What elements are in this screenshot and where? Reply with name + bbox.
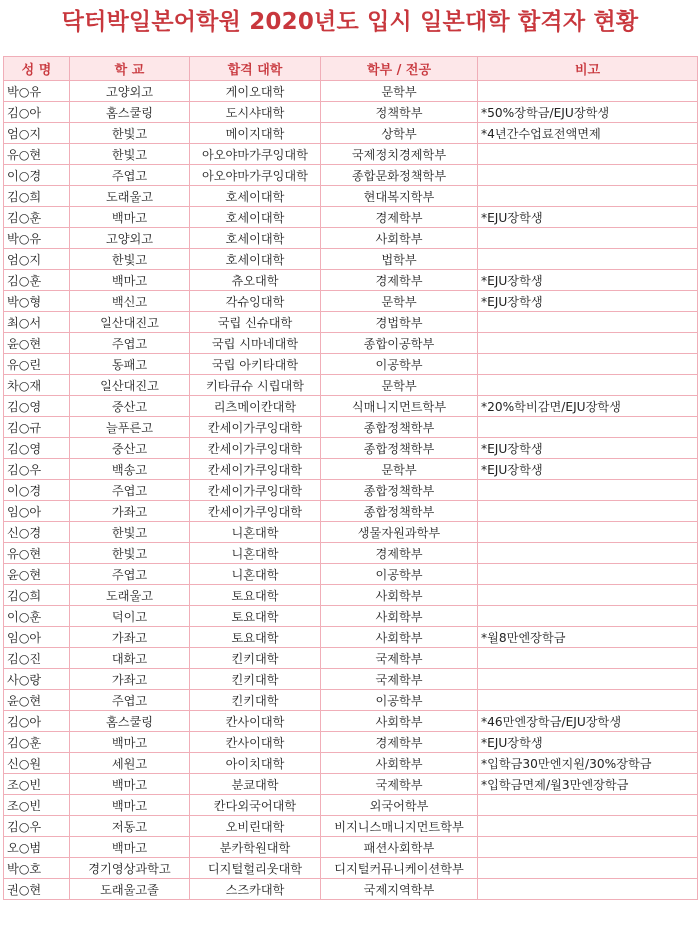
cell-university: 아이치대학 <box>190 753 321 774</box>
cell-student-name: 윤○현 <box>4 564 70 585</box>
cell-school: 경기영상과학고 <box>70 858 190 879</box>
header-name: 성 명 <box>4 57 70 81</box>
cell-note <box>478 249 698 270</box>
cell-student-name: 차○재 <box>4 375 70 396</box>
cell-university: 니혼대학 <box>190 522 321 543</box>
cell-student-name: 유○현 <box>4 543 70 564</box>
cell-school: 동패고 <box>70 354 190 375</box>
cell-note: *EJU장학생 <box>478 291 698 312</box>
cell-university: 키타큐슈 시립대학 <box>190 375 321 396</box>
cell-school: 도래울고 <box>70 186 190 207</box>
cell-department: 문학부 <box>321 375 478 396</box>
cell-note <box>478 312 698 333</box>
cell-university: 분카학원대학 <box>190 837 321 858</box>
cell-student-name: 윤○현 <box>4 690 70 711</box>
table-row <box>4 627 698 648</box>
cell-student-name: 조○빈 <box>4 774 70 795</box>
cell-note <box>478 228 698 249</box>
cell-note: *EJU장학생 <box>478 459 698 480</box>
cell-department: 종합정책학부 <box>321 480 478 501</box>
cell-department: 종합문화정책학부 <box>321 165 478 186</box>
cell-school: 세원고 <box>70 753 190 774</box>
cell-department: 패션사회학부 <box>321 837 478 858</box>
cell-student-name: 김○훈 <box>4 270 70 291</box>
cell-note <box>478 81 698 102</box>
cell-student-name: 엄○지 <box>4 123 70 144</box>
table-row <box>4 396 698 417</box>
page-title: 닥터박일본어학원 2020년도 입시 일본대학 합격자 현황 <box>61 9 639 35</box>
cell-school: 일산대진고 <box>70 312 190 333</box>
cell-school: 주엽고 <box>70 690 190 711</box>
table-row <box>4 312 698 333</box>
cell-university: 아오야마가쿠잉대학 <box>190 165 321 186</box>
table-row <box>4 711 698 732</box>
cell-student-name: 김○영 <box>4 396 70 417</box>
cell-department: 경제학부 <box>321 207 478 228</box>
table-row <box>4 102 698 123</box>
cell-school: 주엽고 <box>70 480 190 501</box>
cell-school: 한빛고 <box>70 123 190 144</box>
cell-university: 니혼대학 <box>190 564 321 585</box>
table-row <box>4 144 698 165</box>
cell-student-name: 김○희 <box>4 585 70 606</box>
cell-student-name: 사○랑 <box>4 669 70 690</box>
table-row <box>4 291 698 312</box>
table-row <box>4 564 698 585</box>
cell-department: 정책학부 <box>321 102 478 123</box>
cell-student-name: 이○훈 <box>4 606 70 627</box>
cell-school: 백마고 <box>70 207 190 228</box>
cell-department: 경제학부 <box>321 732 478 753</box>
table-row <box>4 774 698 795</box>
cell-note <box>478 837 698 858</box>
cell-note <box>478 585 698 606</box>
cell-department: 국제학부 <box>321 669 478 690</box>
cell-student-name: 박○호 <box>4 858 70 879</box>
cell-note <box>478 690 698 711</box>
header-school: 학 교 <box>70 57 190 81</box>
cell-university: 리츠메이칸대학 <box>190 396 321 417</box>
table-row <box>4 669 698 690</box>
cell-university: 츄오대학 <box>190 270 321 291</box>
cell-department: 상학부 <box>321 123 478 144</box>
cell-note <box>478 480 698 501</box>
cell-note: *EJU장학생 <box>478 732 698 753</box>
cell-university: 국립 시마네대학 <box>190 333 321 354</box>
cell-university: 킨키대학 <box>190 669 321 690</box>
cell-school: 중산고 <box>70 396 190 417</box>
cell-department: 국제학부 <box>321 648 478 669</box>
cell-department: 국제지역학부 <box>321 879 478 900</box>
cell-department: 종합정책학부 <box>321 417 478 438</box>
table-row <box>4 816 698 837</box>
cell-university: 도시샤대학 <box>190 102 321 123</box>
cell-note <box>478 144 698 165</box>
cell-department: 디지털커뮤니케이션학부 <box>321 858 478 879</box>
table-row <box>4 732 698 753</box>
cell-school: 일산대진고 <box>70 375 190 396</box>
cell-student-name: 신○경 <box>4 522 70 543</box>
cell-student-name: 조○빈 <box>4 795 70 816</box>
cell-school: 백마고 <box>70 732 190 753</box>
cell-school: 한빛고 <box>70 522 190 543</box>
cell-note: *EJU장학생 <box>478 207 698 228</box>
table-row <box>4 123 698 144</box>
cell-department: 종합이공학부 <box>321 333 478 354</box>
cell-department: 국제학부 <box>321 774 478 795</box>
cell-school: 백마고 <box>70 837 190 858</box>
cell-department: 식매니지먼트학부 <box>321 396 478 417</box>
cell-note <box>478 375 698 396</box>
cell-student-name: 김○진 <box>4 648 70 669</box>
table-row <box>4 543 698 564</box>
cell-department: 법학부 <box>321 249 478 270</box>
cell-university: 칸세이가쿠잉대학 <box>190 438 321 459</box>
cell-note <box>478 333 698 354</box>
admissions-table <box>3 56 698 900</box>
cell-student-name: 최○서 <box>4 312 70 333</box>
cell-school: 중산고 <box>70 438 190 459</box>
cell-school: 가좌고 <box>70 627 190 648</box>
cell-university: 니혼대학 <box>190 543 321 564</box>
table-header-row <box>4 57 698 81</box>
cell-note <box>478 816 698 837</box>
table-row <box>4 165 698 186</box>
table-row <box>4 333 698 354</box>
cell-note <box>478 858 698 879</box>
cell-note <box>478 606 698 627</box>
cell-department: 생물자원과학부 <box>321 522 478 543</box>
cell-university: 국립 아키타대학 <box>190 354 321 375</box>
cell-university: 호세이대학 <box>190 249 321 270</box>
header-note: 비고 <box>478 57 698 81</box>
cell-school: 한빛고 <box>70 543 190 564</box>
cell-note <box>478 417 698 438</box>
cell-note: *50%장학금/EJU장학생 <box>478 102 698 123</box>
cell-note <box>478 648 698 669</box>
cell-department: 사회학부 <box>321 711 478 732</box>
cell-note <box>478 669 698 690</box>
cell-department: 외국어학부 <box>321 795 478 816</box>
cell-department: 현대복지학부 <box>321 186 478 207</box>
cell-university: 칸세이가쿠잉대학 <box>190 459 321 480</box>
cell-note <box>478 543 698 564</box>
cell-department: 사회학부 <box>321 585 478 606</box>
cell-student-name: 이○경 <box>4 480 70 501</box>
cell-department: 문학부 <box>321 459 478 480</box>
table-row <box>4 228 698 249</box>
cell-note <box>478 186 698 207</box>
table-row <box>4 522 698 543</box>
table-row <box>4 354 698 375</box>
cell-student-name: 유○현 <box>4 144 70 165</box>
cell-student-name: 김○아 <box>4 102 70 123</box>
table-row <box>4 249 698 270</box>
table-row <box>4 81 698 102</box>
table-body <box>4 81 698 900</box>
cell-university: 분쿄대학 <box>190 774 321 795</box>
cell-university: 칸세이가쿠잉대학 <box>190 480 321 501</box>
table-row <box>4 753 698 774</box>
cell-student-name: 엄○지 <box>4 249 70 270</box>
table-row <box>4 858 698 879</box>
cell-note <box>478 795 698 816</box>
cell-department: 국제정치경제학부 <box>321 144 478 165</box>
table-row <box>4 648 698 669</box>
cell-university: 오비린대학 <box>190 816 321 837</box>
table-row <box>4 795 698 816</box>
cell-school: 주엽고 <box>70 564 190 585</box>
cell-department: 이공학부 <box>321 354 478 375</box>
table-row <box>4 879 698 900</box>
cell-student-name: 윤○현 <box>4 333 70 354</box>
cell-note <box>478 501 698 522</box>
cell-department: 문학부 <box>321 291 478 312</box>
cell-student-name: 임○아 <box>4 501 70 522</box>
cell-department: 사회학부 <box>321 606 478 627</box>
table-row <box>4 186 698 207</box>
cell-university: 칸세이가쿠잉대학 <box>190 501 321 522</box>
cell-department: 비지니스매니지먼트학부 <box>321 816 478 837</box>
cell-student-name: 임○아 <box>4 627 70 648</box>
cell-school: 대화고 <box>70 648 190 669</box>
cell-university: 메이지대학 <box>190 123 321 144</box>
cell-school: 백신고 <box>70 291 190 312</box>
cell-school: 저동고 <box>70 816 190 837</box>
cell-school: 주엽고 <box>70 165 190 186</box>
table-row <box>4 417 698 438</box>
cell-university: 칸사이대학 <box>190 711 321 732</box>
cell-note: *EJU장학생 <box>478 270 698 291</box>
cell-department: 경제학부 <box>321 270 478 291</box>
cell-note: *EJU장학생 <box>478 438 698 459</box>
cell-school: 도래울고 <box>70 585 190 606</box>
cell-student-name: 박○형 <box>4 291 70 312</box>
cell-university: 디지털헐리웃대학 <box>190 858 321 879</box>
header-department: 학부 / 전공 <box>321 57 478 81</box>
cell-school: 한빛고 <box>70 249 190 270</box>
cell-school: 도래울고졸 <box>70 879 190 900</box>
cell-student-name: 이○경 <box>4 165 70 186</box>
cell-school: 가좌고 <box>70 669 190 690</box>
cell-school: 고양외고 <box>70 81 190 102</box>
cell-note: *46만엔장학금/EJU장학생 <box>478 711 698 732</box>
cell-note: *20%학비감면/EJU장학생 <box>478 396 698 417</box>
cell-note <box>478 165 698 186</box>
cell-school: 백마고 <box>70 270 190 291</box>
cell-note <box>478 522 698 543</box>
cell-school: 덕이고 <box>70 606 190 627</box>
table-row <box>4 480 698 501</box>
cell-department: 사회학부 <box>321 753 478 774</box>
cell-student-name: 신○원 <box>4 753 70 774</box>
cell-student-name: 김○훈 <box>4 207 70 228</box>
cell-note: *입학금30만엔지원/30%장학금 <box>478 753 698 774</box>
cell-student-name: 김○우 <box>4 816 70 837</box>
cell-university: 호세이대학 <box>190 207 321 228</box>
cell-note <box>478 354 698 375</box>
cell-school: 백마고 <box>70 795 190 816</box>
cell-student-name: 김○훈 <box>4 732 70 753</box>
cell-university: 칸다외국어대학 <box>190 795 321 816</box>
cell-school: 늘푸른고 <box>70 417 190 438</box>
cell-school: 고양외고 <box>70 228 190 249</box>
header-university: 합격 대학 <box>190 57 321 81</box>
cell-university: 호세이대학 <box>190 186 321 207</box>
cell-university: 토요대학 <box>190 606 321 627</box>
table-row <box>4 837 698 858</box>
cell-department: 경제학부 <box>321 543 478 564</box>
cell-student-name: 권○현 <box>4 879 70 900</box>
cell-department: 종합정책학부 <box>321 501 478 522</box>
cell-department: 문학부 <box>321 81 478 102</box>
cell-department: 사회학부 <box>321 228 478 249</box>
table-row <box>4 690 698 711</box>
cell-student-name: 박○유 <box>4 228 70 249</box>
cell-note <box>478 879 698 900</box>
table-row <box>4 501 698 522</box>
cell-university: 킨키대학 <box>190 648 321 669</box>
cell-student-name: 김○우 <box>4 459 70 480</box>
cell-school: 백송고 <box>70 459 190 480</box>
cell-student-name: 오○범 <box>4 837 70 858</box>
table-row <box>4 375 698 396</box>
cell-university: 칸세이가쿠잉대학 <box>190 417 321 438</box>
cell-department: 이공학부 <box>321 564 478 585</box>
cell-note <box>478 564 698 585</box>
table-row <box>4 606 698 627</box>
cell-university: 킨키대학 <box>190 690 321 711</box>
cell-university: 아오야마가쿠잉대학 <box>190 144 321 165</box>
cell-note: *월8만엔장학금 <box>478 627 698 648</box>
cell-student-name: 유○린 <box>4 354 70 375</box>
cell-university: 호세이대학 <box>190 228 321 249</box>
table-row <box>4 585 698 606</box>
cell-university: 게이오대학 <box>190 81 321 102</box>
table-row <box>4 270 698 291</box>
cell-department: 종합정책학부 <box>321 438 478 459</box>
cell-university: 각슈잉대학 <box>190 291 321 312</box>
cell-school: 주엽고 <box>70 333 190 354</box>
cell-department: 이공학부 <box>321 690 478 711</box>
cell-school: 백마고 <box>70 774 190 795</box>
cell-student-name: 김○희 <box>4 186 70 207</box>
cell-student-name: 김○규 <box>4 417 70 438</box>
cell-university: 국립 신슈대학 <box>190 312 321 333</box>
cell-student-name: 김○아 <box>4 711 70 732</box>
table-row <box>4 459 698 480</box>
cell-department: 사회학부 <box>321 627 478 648</box>
cell-university: 스즈카대학 <box>190 879 321 900</box>
cell-university: 토요대학 <box>190 585 321 606</box>
cell-school: 한빛고 <box>70 144 190 165</box>
cell-school: 홈스쿨링 <box>70 711 190 732</box>
cell-university: 칸사이대학 <box>190 732 321 753</box>
cell-school: 가좌고 <box>70 501 190 522</box>
cell-student-name: 박○유 <box>4 81 70 102</box>
cell-department: 경법학부 <box>321 312 478 333</box>
cell-note: *4년간수업료전액면제 <box>478 123 698 144</box>
cell-university: 토요대학 <box>190 627 321 648</box>
table-row <box>4 438 698 459</box>
cell-school: 홈스쿨링 <box>70 102 190 123</box>
cell-student-name: 김○영 <box>4 438 70 459</box>
cell-note: *입학금면제/월3만엔장학금 <box>478 774 698 795</box>
table-row <box>4 207 698 228</box>
